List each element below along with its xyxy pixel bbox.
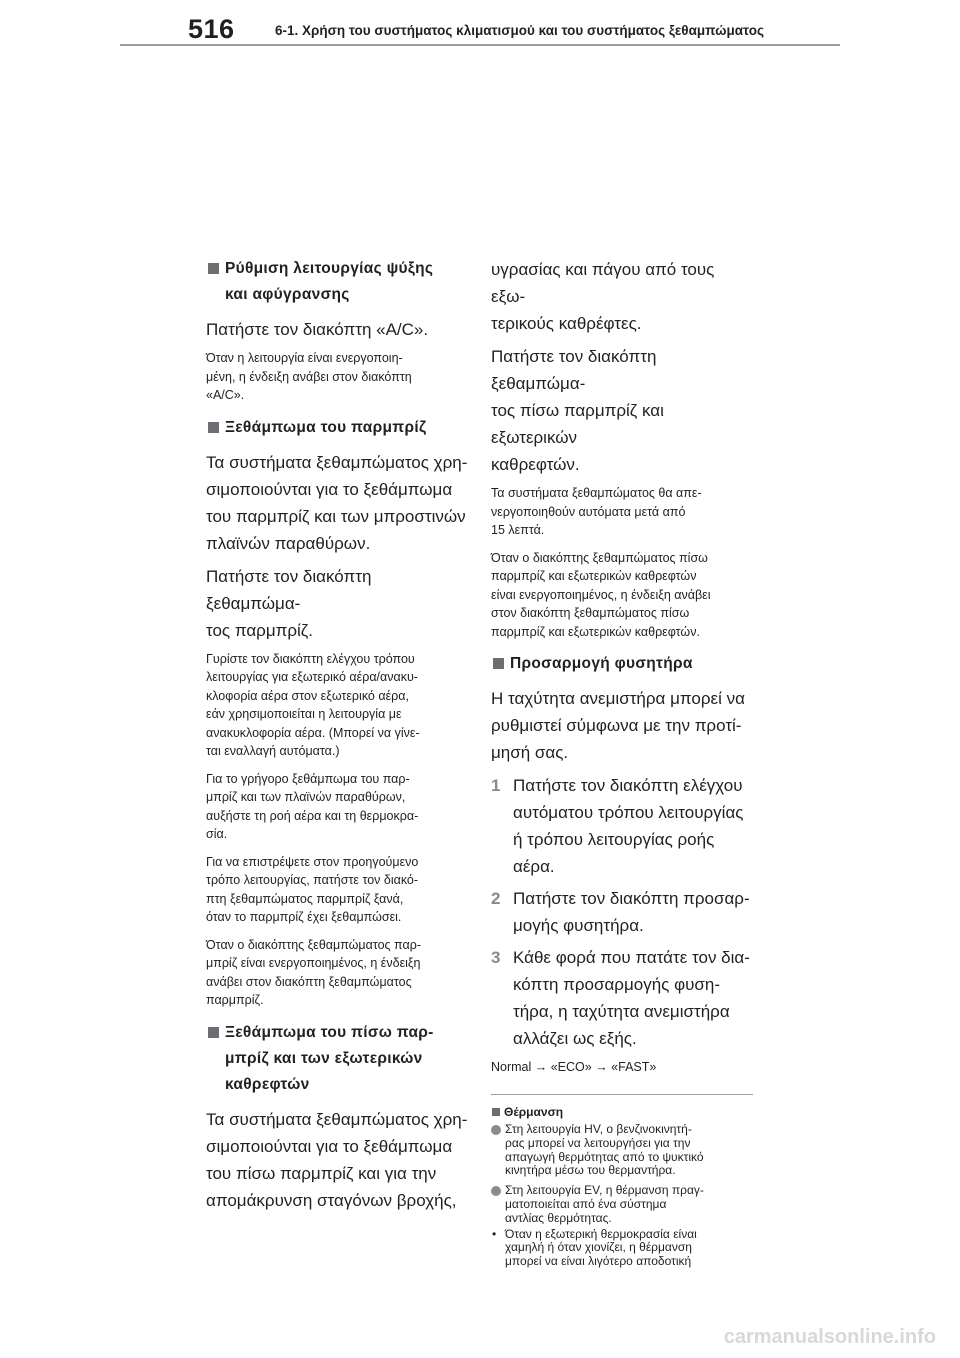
step-1: 1 Πατήστε τον διακόπτη ελέγχου αυτόματου τρόπου λειτουργίας ή τρόπου λειτουργίας ροής αέρα. — [491, 772, 753, 880]
section-heading-windshield-defog: Ξεθάμπωμα του παρμπρίζ — [206, 415, 468, 441]
rear-defog-instruction: Πατήστε τον διακόπτη ξεθαμπώμα- τος πίσω παρμπρίζ και εξωτερικών καθρεφτών. — [491, 347, 664, 474]
rear-defog-description: Τα συστήματα ξεθαμπώματος χρη- σιμοποιούνται για το ξεθάμπωμα του πίσω παρμπρίζ και για την απομάκρυνση σταγόνων βροχής, — [206, 1109, 468, 1210]
windshield-note-4: Όταν ο διακόπτης ξεθαμπώματος παρ- μπρίζ είναι ενεργοποιημένος, η ένδειξη ανάβει στον διακόπτη ξεθαμπώματος παρμπρίζ. — [206, 937, 422, 1007]
windshield-description: Τα συστήματα ξεθαμπώματος χρη- σιμοποιούνται για το ξεθάμπωμα του παρμπρίζ και των μπροστινών πλαϊνών παραθύρων. — [206, 452, 468, 553]
step-number: 2 — [491, 889, 501, 908]
section-heading-blower: Προσαρμογή φυσητήρα — [491, 651, 753, 677]
windshield-instruction: Πατήστε τον διακόπτη ξεθαμπώμα- τος παρμπρίζ. — [206, 566, 372, 640]
step-number: 3 — [491, 948, 501, 967]
heating-item-ev: Στη λειτουργία EV, η θέρμανση πραγ- ματοποιείται από ένα σύστημα αντλίας θερμότητας. — [491, 1184, 753, 1225]
circle-bullet-icon — [491, 1186, 501, 1196]
windshield-note-1: Γυρίστε τον διακόπτη ελέγχου τρόπου λειτουργίας για εξωτερικό αέρα/ανακυ- κλοφορία αέρα στον εξωτερικό αέρα, εάν χρησιμοποιείται η λειτουργία με ανακυκλοφορία αέρα. (Μπορεί να γίνε- ται εναλλαγή αυτόματα.) — [206, 651, 420, 758]
windshield-note-3: Για να επιστρέψετε στον προηγούμενο τρόπο λειτουργίας, πατήστε τον διακό- πτη ξεθαμπώματος παρμπρίζ ξανά, όταν το παρμπρίζ έχει ξεθαμπώσει. — [206, 854, 419, 924]
square-bullet-icon — [493, 658, 504, 669]
sidebar-divider — [491, 1094, 753, 1095]
square-bullet-icon — [208, 422, 219, 433]
cooling-note: Όταν η λειτουργία είναι ενεργοποιη- μένη, η ένδειξη ανάβει στον διακόπτη «A/C». — [206, 351, 412, 402]
step-2: 2 Πατήστε τον διακόπτη προσαρ- μογής φυσητήρα. — [491, 885, 753, 939]
bullet-mark: • — [492, 1226, 497, 1241]
left-column — [206, 256, 468, 1220]
heating-bullet-cold: • Όταν η εξωτερική θερμοκρασία είναι χαμηλή ή όταν χιονίζει, η θέρμανση μπορεί να είναι λιγότερο αποδοτική — [492, 1226, 697, 1269]
cooling-instruction: Πατήστε τον διακόπτη «A/C». — [206, 320, 429, 339]
square-bullet-icon — [208, 263, 219, 274]
rear-defog-description-cont: υγρασίας και πάγου από τους εξω- τερικούς καθρέφτες. — [491, 260, 715, 333]
square-bullet-icon — [492, 1108, 500, 1116]
windshield-note-2: Για το γρήγορο ξεθάμπωμα του παρ- μπρίζ και των πλαϊνών παραθύρων, αυξήστε τη ροή αέρα και τη θερμοκρα- σία. — [206, 771, 419, 841]
header-divider — [120, 44, 840, 46]
page-number: 516 — [188, 14, 235, 44]
section-heading-cooling: Ρύθμιση λειτουργίας ψύξης και αφύγρανσης — [206, 256, 468, 308]
heating-item-hv: Στη λειτουργία HV, ο βενζινοκινητή- ρας μπορεί να λειτουργήσει για την απαγωγή θερμότητας από το ψυκτικό κινητήρα μέσω του θερμαντήρα. — [491, 1123, 753, 1178]
rear-defog-note-1: Τα συστήματα ξεθαμπώματος θα απε- νεργοποιηθούν αυτόματα μετά από 15 λεπτά. — [491, 486, 702, 537]
square-bullet-icon — [208, 1027, 219, 1038]
circle-bullet-icon — [491, 1125, 501, 1135]
watermark: carmanualsonline.info — [723, 1326, 936, 1348]
chapter-title: 6-1. Χρήση του συστήματος κλιματισμού και του συστήματος ξεθαμπώματος — [275, 23, 764, 38]
blower-description: Η ταχύτητα ανεμιστήρα μπορεί να ρυθμιστεί σύμφωνα με την προτί- μησή σας. — [491, 689, 745, 762]
section-heading-rear-defog: Ξεθάμπωμα του πίσω παρ- μπρίζ και των εξωτερικών καθρεφτών — [206, 1020, 468, 1098]
rear-defog-note-2: Όταν ο διακόπτης ξεθαμπώματος πίσω παρμπρίζ και εξωτερικών καθρεφτών είναι ενεργοποιημένος, η ένδειξη ανάβει στον διακόπτη ξεθαμπώματος πίσω παρμπρίζ και εξωτερικών καθρεφτών. — [491, 550, 711, 639]
heating-heading: Θέρμανση — [491, 1103, 753, 1121]
step-3: 3 Κάθε φορά που πατάτε τον δια- κόπτη προσαρμογής φυση- τήρα, η ταχύτητα ανεμιστήρα αλλάζει ως εξής. — [491, 944, 753, 1052]
fan-speed-sequence: Normal → «ECO» → «FAST» — [491, 1060, 657, 1074]
step-number: 1 — [491, 776, 501, 795]
right-column — [491, 256, 753, 1269]
